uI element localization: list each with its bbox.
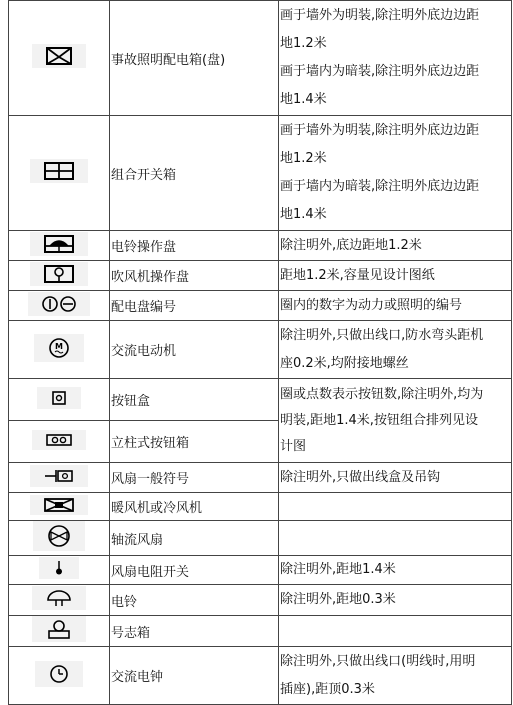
symbol-note: 座0.2米,均附接地螺丝 <box>280 355 409 371</box>
combined-switch-box-icon <box>44 162 74 180</box>
blower-console-icon <box>44 265 74 283</box>
symbol-name: 交流电动机 <box>110 321 279 379</box>
symbol-name: 组合开关箱 <box>110 116 279 231</box>
table-row <box>9 231 512 261</box>
table-row <box>9 521 512 556</box>
symbol-name: 配电盘编号 <box>110 291 279 321</box>
table-row <box>9 493 512 521</box>
fan-general-icon <box>44 468 74 484</box>
button-box-icon <box>51 390 67 406</box>
table-row <box>9 1 512 116</box>
table-row <box>9 616 512 647</box>
symbol-name: 电铃 <box>110 585 279 616</box>
heater-fan-icon <box>44 498 74 512</box>
symbol-name: 交流电钟 <box>110 647 279 705</box>
svg-text:M: M <box>55 341 63 351</box>
symbol-note: 圈或点数表示按钮数,除注明外,均为 <box>280 386 484 402</box>
table-row <box>9 291 512 321</box>
symbol-note: 除注明外,底边距地1.2米 <box>279 231 512 261</box>
annunciator-box-icon <box>46 619 72 639</box>
symbol-note: 地1.4米 <box>280 207 327 222</box>
axial-fan-icon <box>47 524 71 548</box>
fan-resistor-switch-icon <box>53 560 65 576</box>
table-row <box>9 116 512 231</box>
emergency-lighting-box-icon <box>46 47 72 65</box>
symbol-note: 地1.2米 <box>280 36 327 51</box>
symbol-name: 风扇一般符号 <box>110 463 279 493</box>
symbol-note: 画于墙外为明装,除注明外底边边距 <box>280 123 480 138</box>
symbol-name: 吹风机操作盘 <box>110 261 279 291</box>
electric-bell-icon <box>46 589 72 607</box>
symbol-note: 除注明外,只做出线口(明线时,用明 <box>280 653 476 669</box>
symbol-note: 地1.2米 <box>280 151 327 166</box>
symbol-name: 立柱式按钮箱 <box>110 421 279 463</box>
table-row <box>9 647 512 705</box>
table-row <box>9 556 512 585</box>
symbol-note: 画于墙内为暗装,除注明外底边边距 <box>280 179 480 194</box>
symbol-note: 计图 <box>280 438 307 454</box>
symbol-note: 画于墙内为暗装,除注明外底边边距 <box>280 64 480 79</box>
symbol-note: 画于墙外为明装,除注明外底边边距 <box>280 8 480 23</box>
symbol-name: 按钮盒 <box>110 379 279 421</box>
symbol-name: 号志箱 <box>110 616 279 647</box>
table-row <box>9 261 512 291</box>
symbol-note: 除注明外,只做出线盒及吊钩 <box>279 463 512 493</box>
table-row <box>9 321 512 379</box>
symbol-note: 除注明外,距地0.3米 <box>279 585 512 616</box>
symbol-name: 电铃操作盘 <box>110 231 279 261</box>
table-row <box>9 463 512 493</box>
table-row <box>9 585 512 616</box>
column-button-box-icon <box>46 433 72 447</box>
bell-console-icon <box>44 235 74 253</box>
symbol-note: 除注明外,只做出线口,防水弯头距机 <box>280 327 484 343</box>
ac-motor-icon <box>48 337 70 359</box>
symbol-note: 除注明外,距地1.4米 <box>279 556 512 585</box>
panel-number-icon <box>42 295 76 313</box>
symbol-note: 距地1.2米,容量见设计图纸 <box>279 261 512 291</box>
symbol-name: 轴流风扇 <box>110 521 279 556</box>
symbol-name: 风扇电阻开关 <box>110 556 279 585</box>
symbol-note: 地1.4米 <box>280 92 327 107</box>
symbol-name: 事故照明配电箱(盘) <box>110 1 279 116</box>
symbol-name: 暖风机或冷风机 <box>110 493 279 521</box>
symbol-note: 插座),距顶0.3米 <box>280 681 375 697</box>
symbol-note: 圈内的数字为动力或照明的编号 <box>279 291 512 321</box>
ac-clock-icon <box>49 664 69 684</box>
symbol-table <box>8 0 512 705</box>
symbol-note: 明装,距地1.4米,按钮组合排列见设 <box>280 412 478 428</box>
table-row <box>9 379 512 421</box>
